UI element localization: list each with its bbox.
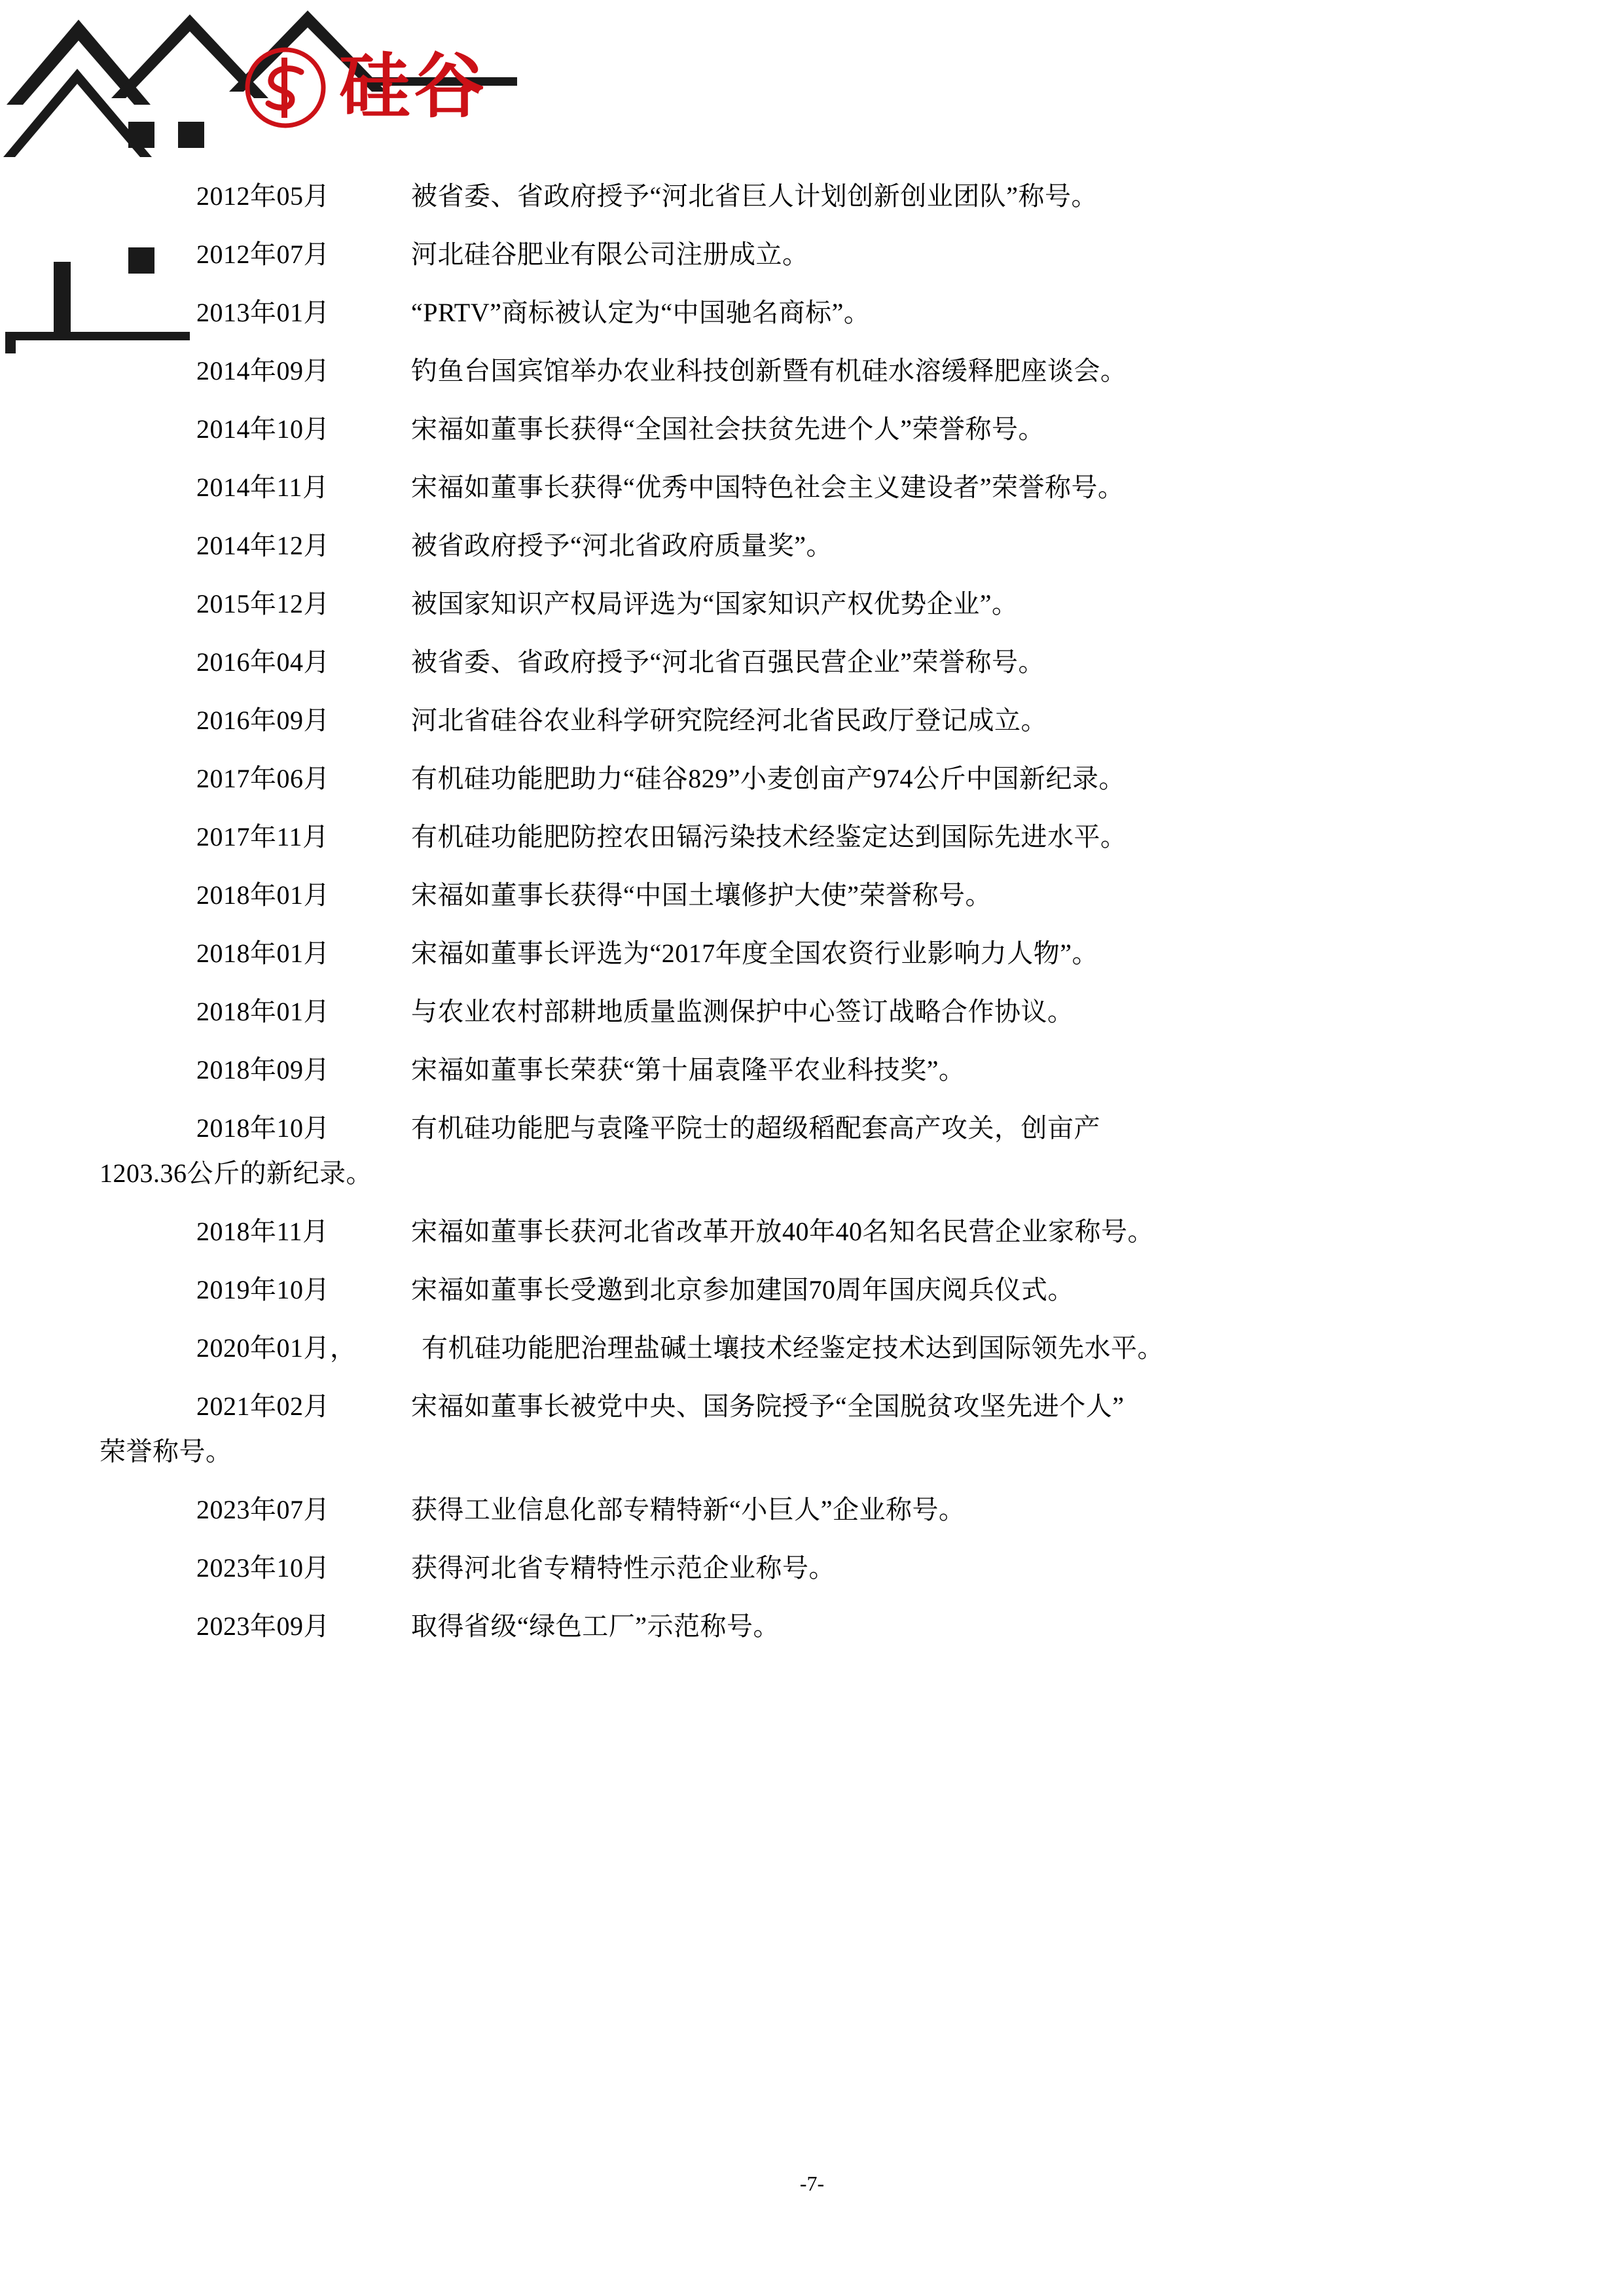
list-item — [196, 242, 1440, 268]
entry-description: “PRTV”商标被认定为“中国驰名商标”。 — [411, 298, 871, 327]
entry-description: 获得工业信息化部专精特新“小巨人”企业称号。 — [411, 1495, 965, 1524]
entry-description: 被国家知识产权局评选为“国家知识产权优势企业”。 — [411, 589, 1019, 619]
list-item — [196, 1057, 1440, 1083]
entry-date: 2018年01月 — [196, 880, 330, 910]
list-item — [196, 416, 1440, 442]
entry-description: 宋福如董事长受邀到北京参加建国70周年国庆阅兵仪式。 — [411, 1275, 1074, 1304]
entry-date: 2012年05月 — [196, 181, 330, 211]
list-item — [196, 1115, 1440, 1141]
entry-date: 2014年12月 — [196, 531, 330, 560]
timeline-list — [99, 181, 1440, 1672]
list-item — [196, 475, 1440, 501]
entry-description: 与农业农村部耕地质量监测保护中心签订战略合作协议。 — [411, 997, 1074, 1026]
entry-date: 2020年01月， — [196, 1333, 357, 1363]
list-item — [196, 999, 1440, 1025]
entry-description: 河北省硅谷农业科学研究院经河北省民政厅登记成立。 — [411, 706, 1047, 735]
entry-date: 2023年09月 — [196, 1611, 330, 1641]
entry-description: 被省委、省政府授予“河北省巨人计划创新创业团队”称号。 — [411, 181, 1098, 211]
entry-date: 2019年10月 — [196, 1275, 330, 1304]
entry-description: 宋福如董事长获得“中国土壤修护大使”荣誉称号。 — [411, 880, 992, 910]
list-item — [196, 591, 1440, 617]
entry-date: 2023年07月 — [196, 1495, 330, 1524]
list-item — [196, 708, 1440, 734]
entry-description: 有机硅功能肥助力“硅谷829”小麦创亩产974公斤中国新纪录。 — [411, 764, 1126, 793]
list-item — [196, 941, 1440, 967]
entry-date: 2015年12月 — [196, 589, 330, 619]
list-item — [196, 824, 1440, 850]
entry-description: 宋福如董事长获河北省改革开放40年40名知名民营企业家称号。 — [411, 1217, 1154, 1246]
list-item — [196, 300, 1440, 326]
list-item — [196, 1497, 1440, 1523]
company-logo-text: 硅谷 — [339, 48, 489, 126]
list-item — [196, 1277, 1440, 1303]
silicon-valley-logo-mark-icon — [244, 46, 327, 130]
entry-description: 宋福如董事长评选为“2017年度全国农资行业影响力人物”。 — [411, 939, 1099, 968]
entry-date: 2016年04月 — [196, 647, 330, 677]
entry-date: 2014年10月 — [196, 414, 330, 444]
entry-date: 2014年09月 — [196, 356, 330, 386]
list-item — [196, 1393, 1440, 1420]
list-item — [196, 882, 1440, 908]
entry-description: 被省委、省政府授予“河北省百强民营企业”荣誉称号。 — [411, 647, 1045, 677]
company-logo — [244, 46, 488, 130]
entry-description: 被省政府授予“河北省政府质量奖”。 — [411, 531, 833, 560]
entry-date: 2018年11月 — [196, 1217, 329, 1246]
entry-date: 2017年11月 — [196, 822, 329, 852]
entry-date: 2018年01月 — [196, 997, 330, 1026]
entry-date: 2018年01月 — [196, 939, 330, 968]
entry-date: 2014年11月 — [196, 473, 329, 502]
entry-description: 有机硅功能肥治理盐碱土壤技术经鉴定技术达到国际领先水平。 — [422, 1333, 1164, 1363]
entry-description: 获得河北省专精特性示范企业称号。 — [411, 1553, 835, 1583]
entry-description: 有机硅功能肥与袁隆平院士的超级稻配套高产攻关，创亩产 — [411, 1113, 1100, 1143]
entry-description: 宋福如董事长荣获“第十届袁隆平农业科技奖”。 — [411, 1055, 965, 1085]
entry-date: 2023年10月 — [196, 1553, 330, 1583]
entry-date: 2013年01月 — [196, 298, 330, 327]
entry-description: 取得省级“绿色工厂”示范称号。 — [411, 1611, 780, 1641]
entry-description: 河北硅谷肥业有限公司注册成立。 — [411, 240, 809, 269]
entry-date: 2017年06月 — [196, 764, 330, 793]
entry-date: 2016年09月 — [196, 706, 330, 735]
list-item — [196, 1335, 1440, 1361]
list-item — [196, 649, 1440, 675]
list-item — [196, 1219, 1440, 1245]
list-item — [196, 358, 1440, 384]
entry-date: 2021年02月 — [196, 1391, 330, 1421]
entry-date: 2018年09月 — [196, 1055, 330, 1085]
entry-date: 2018年10月 — [196, 1113, 330, 1143]
list-item — [196, 1555, 1440, 1581]
entry-description: 有机硅功能肥防控农田镉污染技术经鉴定达到国际先进水平。 — [411, 822, 1127, 852]
entry-date: 2012年07月 — [196, 240, 330, 269]
list-item — [196, 533, 1440, 559]
entry-continuation: 荣誉称号。 — [99, 1437, 232, 1466]
entry-description: 宋福如董事长获得“优秀中国特色社会主义建设者”荣誉称号。 — [411, 473, 1125, 502]
list-item — [196, 766, 1440, 792]
entry-continuation: 1203.36公斤的新纪录。 — [99, 1158, 372, 1188]
entry-description: 钓鱼台国宾馆举办农业科技创新暨有机硅水溶缓释肥座谈会。 — [411, 356, 1127, 386]
list-item — [196, 183, 1440, 209]
page-number: -7- — [799, 2172, 825, 2195]
entry-description: 宋福如董事长被党中央、国务院授予“全国脱贫攻坚先进个人” — [411, 1391, 1125, 1421]
list-item — [196, 1613, 1440, 1640]
entry-description: 宋福如董事长获得“全国社会扶贫先进个人”荣誉称号。 — [411, 414, 1045, 444]
